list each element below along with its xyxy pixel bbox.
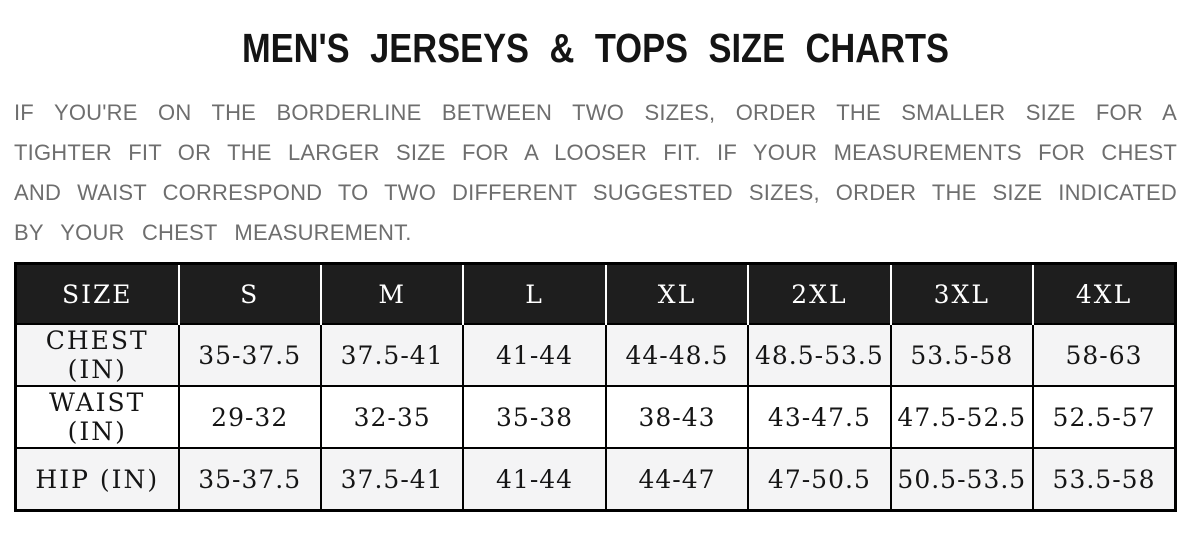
column-header-size: SIZE [16, 264, 179, 325]
size-value-cell: 43-47.5 [748, 386, 890, 448]
sizing-instructions [14, 93, 1177, 253]
column-header-4xl: 4XL [1033, 264, 1175, 325]
column-header-l: L [463, 264, 605, 325]
row-label-waist: WAIST (IN) [16, 386, 179, 448]
size-value-cell: 37.5-41 [321, 324, 463, 386]
size-value-cell: 38-43 [606, 386, 748, 448]
size-value-cell: 52.5-57 [1033, 386, 1175, 448]
column-header-m: M [321, 264, 463, 325]
column-header-s: S [179, 264, 321, 325]
instructions-line: IF YOU'RE ON THE BORDERLINE BETWEEN TWO SIZES, ORDER THE SMALLER SIZE FOR A [14, 100, 1177, 125]
size-chart-page [0, 26, 1191, 536]
size-value-cell: 47.5-52.5 [891, 386, 1033, 448]
size-value-cell: 32-35 [321, 386, 463, 448]
header-row [16, 264, 1176, 325]
table-row-chest [16, 324, 1176, 386]
table-row-hip [16, 448, 1176, 511]
size-value-cell: 53.5-58 [1033, 448, 1175, 511]
instructions-line: AND WAIST CORRESPOND TO TWO DIFFERENT SUGGESTED SIZES, ORDER THE SIZE INDICATED [14, 180, 1177, 205]
column-header-2xl: 2XL [748, 264, 890, 325]
size-value-cell: 44-48.5 [606, 324, 748, 386]
size-value-cell: 44-47 [606, 448, 748, 511]
size-value-cell: 41-44 [463, 448, 605, 511]
size-value-cell: 48.5-53.5 [748, 324, 890, 386]
instructions-line: TIGHTER FIT OR THE LARGER SIZE FOR A LOOSER FIT. IF YOUR MEASUREMENTS FOR CHEST [14, 140, 1177, 165]
size-chart-table [14, 262, 1177, 512]
size-value-cell: 50.5-53.5 [891, 448, 1033, 511]
size-value-cell: 47-50.5 [748, 448, 890, 511]
size-value-cell: 35-38 [463, 386, 605, 448]
size-value-cell: 35-37.5 [179, 448, 321, 511]
size-value-cell: 29-32 [179, 386, 321, 448]
table-row-waist [16, 386, 1176, 448]
size-value-cell: 37.5-41 [321, 448, 463, 511]
row-label-chest: CHEST (IN) [16, 324, 179, 386]
size-value-cell: 41-44 [463, 324, 605, 386]
row-label-hip: HIP (IN) [16, 448, 179, 511]
column-header-3xl: 3XL [891, 264, 1033, 325]
size-value-cell: 58-63 [1033, 324, 1175, 386]
instructions-line: BY YOUR CHEST MEASUREMENT. [14, 220, 412, 245]
column-header-xl: XL [606, 264, 748, 325]
size-value-cell: 53.5-58 [891, 324, 1033, 386]
page-title: MEN'S JERSEYS & TOPS SIZE CHARTS [241, 25, 950, 71]
size-value-cell: 35-37.5 [179, 324, 321, 386]
